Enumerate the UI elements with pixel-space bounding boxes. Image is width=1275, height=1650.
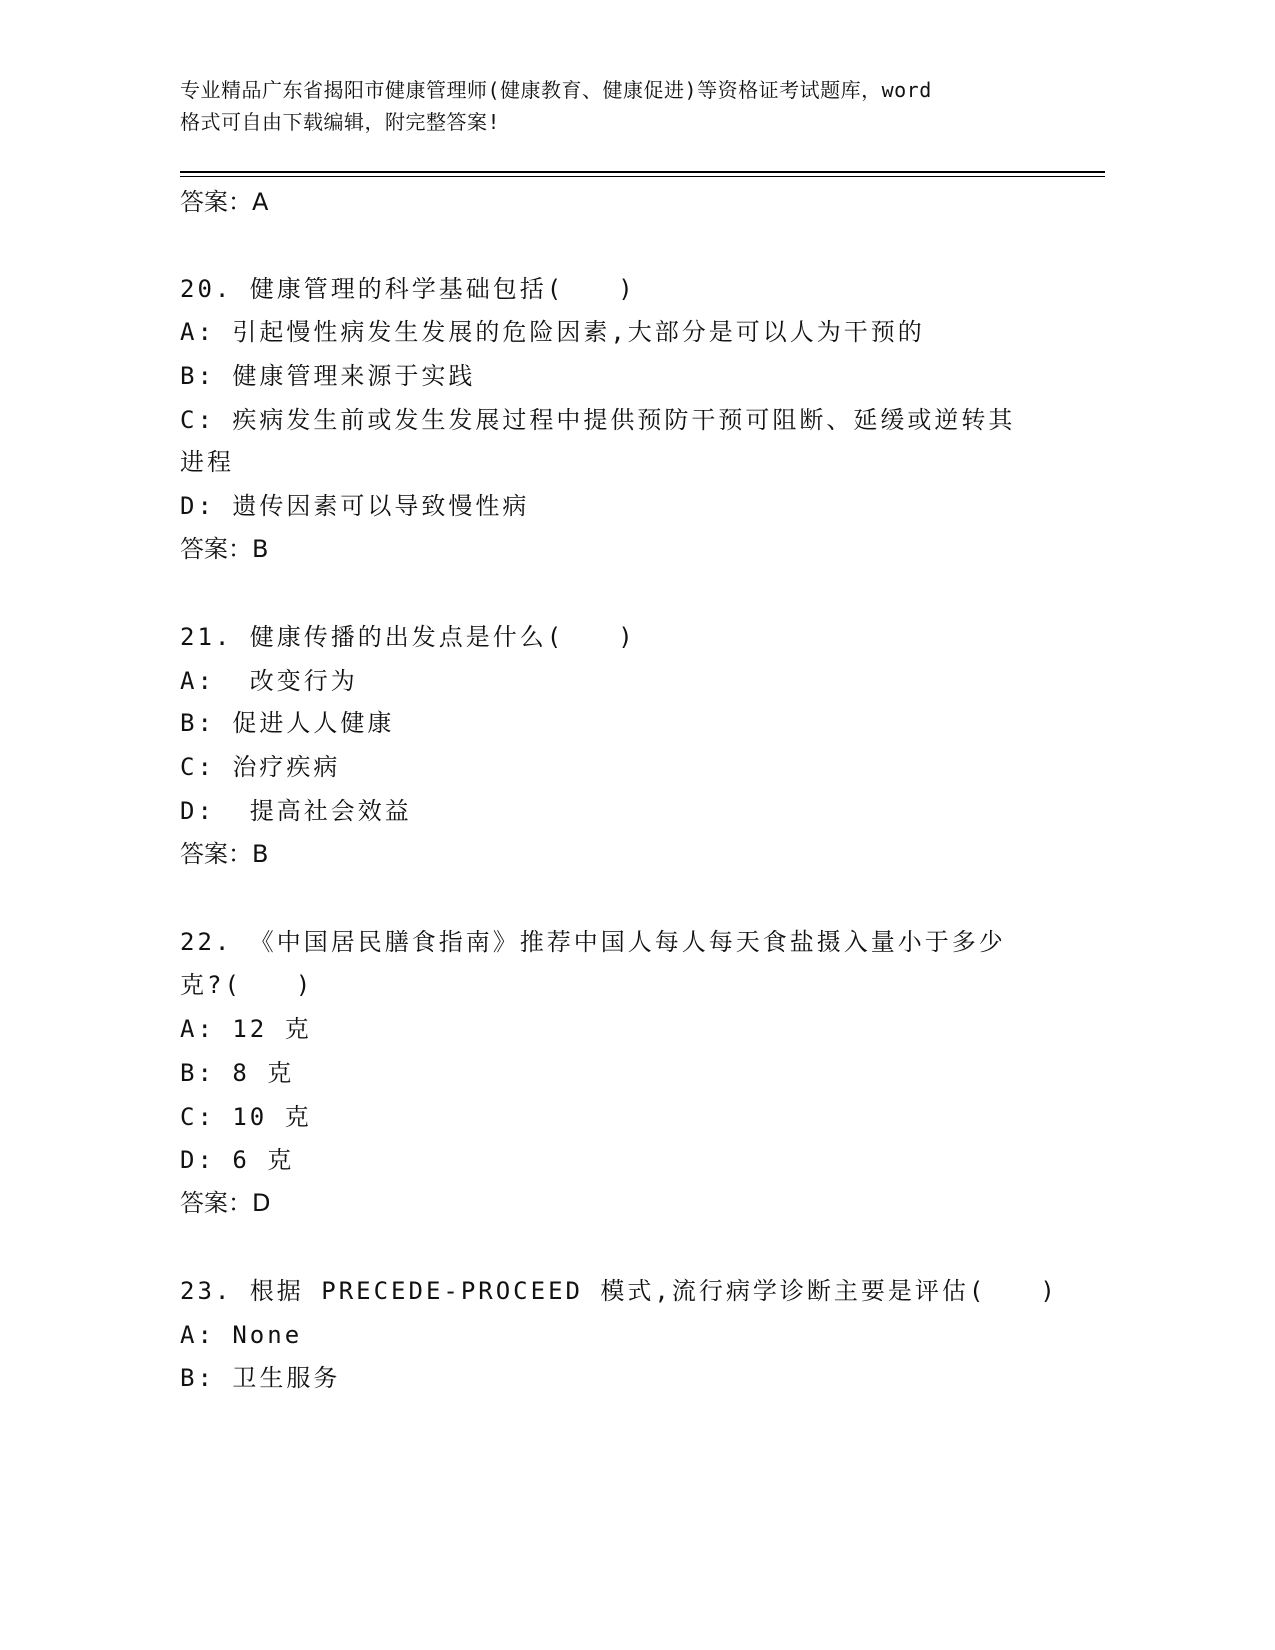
option-text: C: 治疗疾病 <box>180 753 341 781</box>
option-text: C: 10 克 <box>180 1103 312 1131</box>
option-text: D: 遗传因素可以导致慢性病 <box>180 492 530 520</box>
answer-line: 答案：A <box>180 188 269 216</box>
option-text: 进程 <box>180 448 234 476</box>
option-text: B: 8 克 <box>180 1059 295 1087</box>
question-text: 23. 根据 PRECEDE-PROCEED 模式,流行病学诊断主要是评估( ) <box>180 1277 1058 1305</box>
option-text: C: 疾病发生前或发生发展过程中提供预防干预可阻断、延缓或逆转其 <box>180 406 1016 434</box>
question-text: 20. 健康管理的科学基础包括( ) <box>180 275 636 303</box>
option-text: A: None <box>180 1321 303 1349</box>
option-text: A: 12 克 <box>180 1015 312 1043</box>
question-text: 21. 健康传播的出发点是什么( ) <box>180 623 636 651</box>
answer-line: 答案：B <box>180 535 269 563</box>
document-header-line-1: 专业精品广东省揭阳市健康管理师(健康教育、健康促进)等资格证考试题库，word <box>180 78 932 102</box>
option-text: A: 引起慢性病发生发展的危险因素,大部分是可以人为干预的 <box>180 318 925 346</box>
option-text: D: 提高社会效益 <box>180 797 412 825</box>
header-divider-thick <box>180 171 1105 173</box>
question-text: 22. 《中国居民膳食指南》推荐中国人每人每天食盐摄入量小于多少 <box>180 928 1006 956</box>
option-text: A: 改变行为 <box>180 667 358 695</box>
option-text: B: 健康管理来源于实践 <box>180 362 476 390</box>
answer-line: 答案：D <box>180 1189 271 1217</box>
option-text: B: 促进人人健康 <box>180 709 395 737</box>
question-text: 克?( ) <box>180 971 314 999</box>
option-text: D: 6 克 <box>180 1146 295 1174</box>
option-text: B: 卫生服务 <box>180 1364 341 1392</box>
header-divider-thin <box>180 176 1105 177</box>
document-header-line-2: 格式可自由下载编辑，附完整答案! <box>180 110 501 134</box>
answer-line: 答案：B <box>180 840 269 868</box>
